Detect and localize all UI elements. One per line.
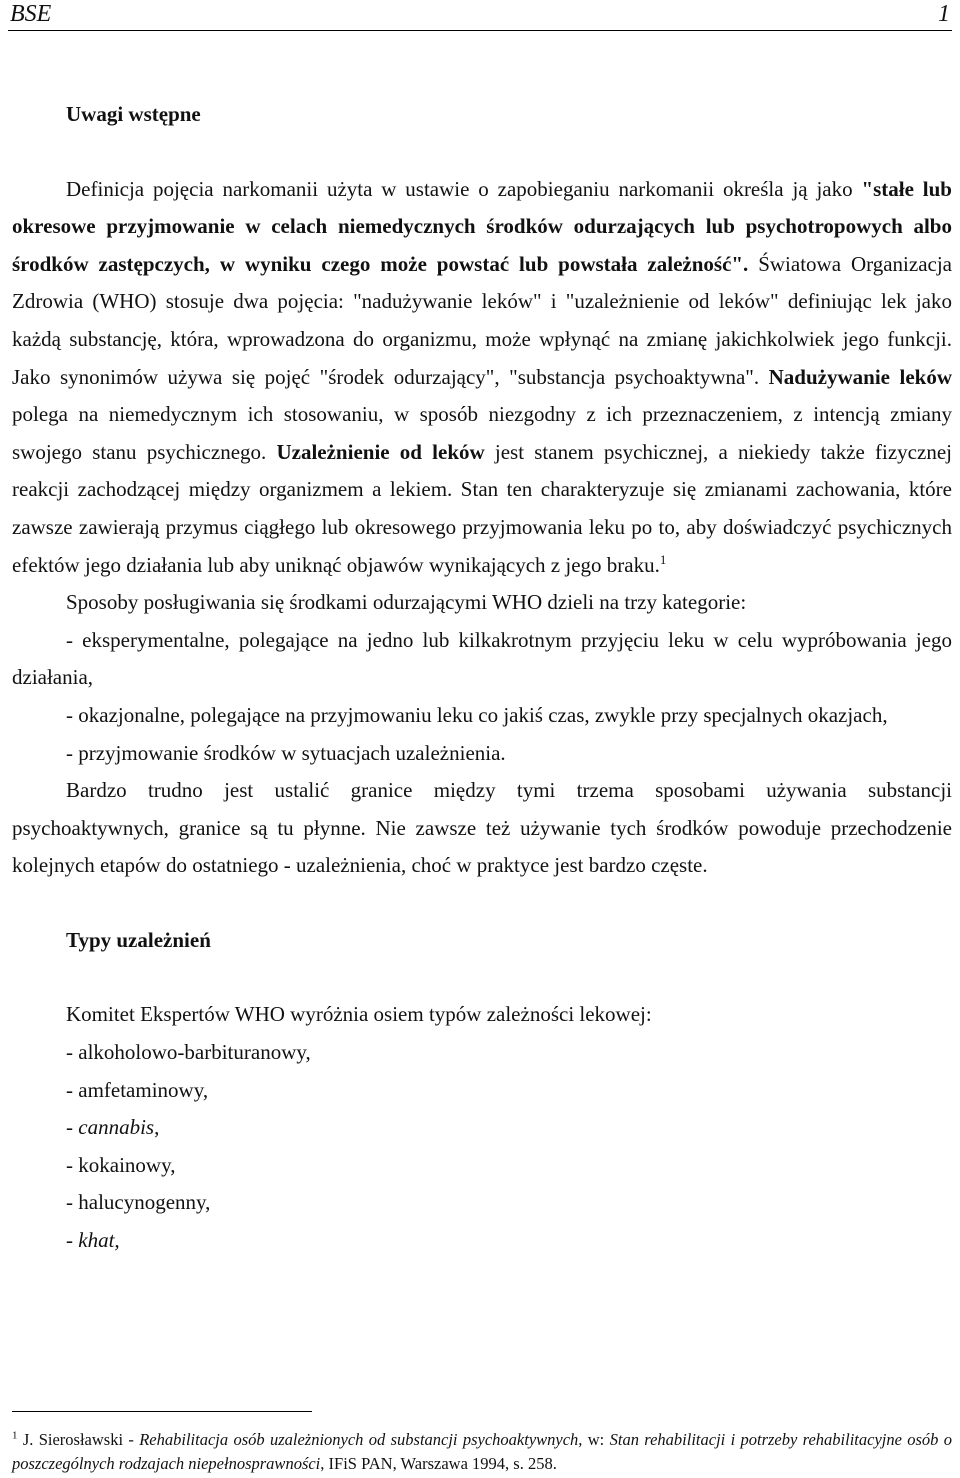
footnote: $^1$ J. Sierosławski - Rehabilitacja osób uzależnionych od substancji psychoaktywnych, w: Stan rehabilitacji i potrzeby rehabilitacyjne osób o poszczególnych rodzajach niepełnosprawności, IFiS PAN, Warszawa 1994, s. 258. [12, 1429, 953, 1473]
paragraph-types-intro: Komitet Ekspertów WHO wyróżnia osiem typów zależności lekowej: [66, 1002, 652, 1027]
header-title: BSE [10, 1, 52, 27]
document-body [12, 96, 952, 1260]
definition-quote: "stałe lub okresowe przyjmowanie w celach niemedycznych środków odurzających lub psychotropowych albo środków zastępczych, w wyniku czego może powstać lub powstała zależność". [12, 176, 952, 276]
term-abuse: Nadużywanie leków [768, 364, 952, 389]
page-number: 1 [938, 1, 950, 27]
addiction-definition-text: jest stanem psychicznej, a niekiedy także fizycznej reakcji zachodzącej między organizmem a lekiem. Stan ten charakteryzuje się zmianami zachowania, które zawsze zawierają przymus ciągłego lub okresowego przyjmowania leku po to, aby doświadczyć psychicznych efektów jego działania lub aby uniknąć objawów wynikających z jego braku. [12, 439, 952, 577]
footnote-source: Stan rehabilitacji i potrzeby rehabilitacyjne osób o poszczególnych rodzajach niepełnosprawności [12, 1430, 953, 1473]
list-item: - khat, [66, 1228, 120, 1253]
paragraph-usage-categories: Sposoby posługiwania się środkami odurzającymi WHO dzieli na trzy kategorie: [66, 590, 747, 615]
footnote-publisher: , IFiS PAN, Warszawa 1994, s. 258. [320, 1454, 557, 1473]
list-item-occasional: - okazjonalne, polegające na przyjmowaniu leku co jakiś czas, zwykle przy specjalnych okazjach, [66, 702, 888, 727]
footnote-author: J. Sierosławski - [17, 1430, 140, 1449]
footnote-divider [12, 1411, 312, 1412]
section-heading-intro: Uwagi wstępne [66, 102, 201, 126]
list-item: - halucynogenny, [66, 1190, 211, 1215]
footnote-number: 1 [12, 1429, 18, 1442]
paragraph-boundaries: Bardzo trudno jest ustalić granice między tymi trzema sposobami używania substancji psychoaktywnych, granice są tu płynne. Nie zawsze też używanie tych środków powoduje przechodzenie kolejnych etapów do ostatniego - uzależnienia, choć w praktyce jest bardzo częste. [12, 778, 952, 878]
list-item-addiction: - przyjmowanie środków w sytuacjach uzależnienia. [66, 740, 506, 765]
types-list [12, 1034, 952, 1260]
paragraph-definitions [12, 171, 952, 585]
footnote-reference[interactable]: 1 [659, 551, 667, 567]
footnote-title: Rehabilitacja osób uzależnionych od substancji psychoaktywnych, [139, 1430, 583, 1449]
list-item-experimental: - eksperymentalne, polegające na jedno lub kilkakrotnym przyjęciu leku w celu wypróbowania jego działania, [12, 627, 952, 690]
list-item: - cannabis, [66, 1115, 160, 1140]
list-item: - kokainowy, [66, 1152, 176, 1177]
abuse-definition-text: polega na niemedycznym ich stosowaniu, w sposób niezgodny z ich przeznaczeniem, z intencją zmiany swojego stanu psychicznego. [12, 402, 952, 464]
definition-intro-text: Definicja pojęcia narkomanii użyta w ustawie o zapobieganiu narkomanii określa ją jako [66, 176, 862, 201]
who-text: Światowa Organizacja Zdrowia (WHO) stosuje dwa pojęcia: "nadużywanie leków" i "uzależnienie od leków" definiując lek jako każdą substancję, która, wprowadzona do organizmu, może wpłynąć na zmianę jakichkolwiek jego funkcji. Jako synonimów używa się pojęć "środek odurzający", "substancja psychoaktywna". [12, 251, 952, 389]
term-addiction: Uzależnienie od leków [276, 439, 485, 464]
section-heading-types: Typy uzależnień [66, 927, 211, 952]
page-header [8, 0, 952, 31]
list-item: - amfetaminowy, [66, 1077, 209, 1102]
list-item: - alkoholowo-barbituranowy, [66, 1040, 311, 1065]
